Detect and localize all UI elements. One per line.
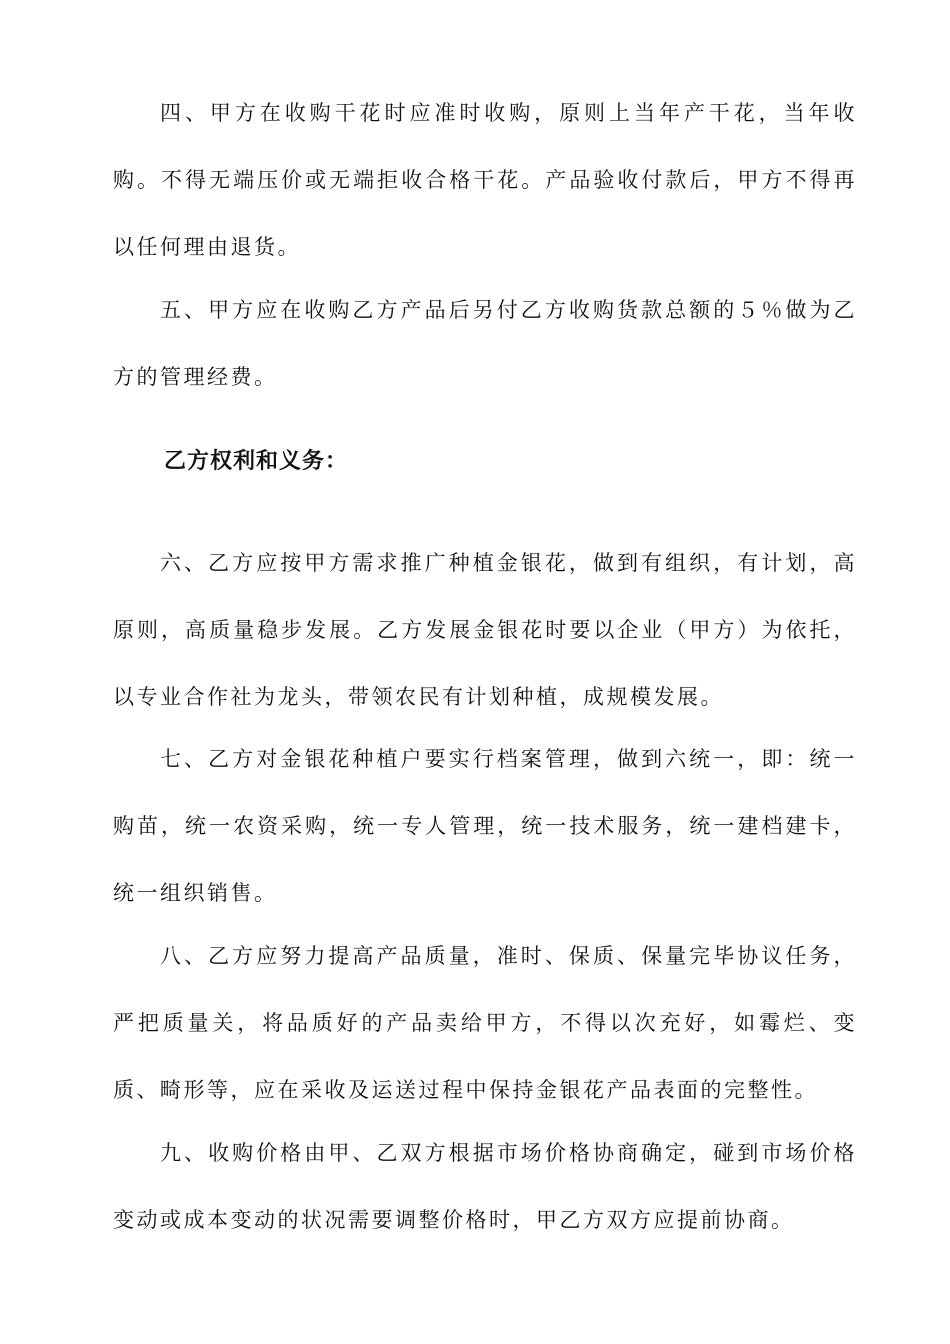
clause-9-paragraph: 九、收购价格由甲、乙双方根据市场价格协商确定，碰到市场价格变动或成本变动的状况需要调整价格时，甲乙方双方应提前协商。 [113,1141,857,1232]
clause-8-paragraph: 八、乙方应努力提高产品质量，准时、保质、保量完毕协议任务，严把质量关，将品质好的产品卖给甲方，不得以次充好，如霉烂、变质、畸形等，应在采收及运送过程中保持金银花产品表面的完整性。 [113,944,857,1102]
clause-5-paragraph: 五、甲方应在收购乙方产品后另付乙方收购货款总额的５％做为乙方的管理经费。 [113,298,857,389]
clause-6-paragraph: 六、乙方应按甲方需求推广种植金银花，做到有组织，有计划，高原则，高质量稳步发展。乙方发展金银花时要以企业（甲方）为依托，以专业合作社为龙头，带领农民有计划种植，成规模发展。 [113,551,857,709]
clause-7-paragraph: 七、乙方对金银花种植户要实行档案管理，做到六统一，即：统一购苗，统一农资采购，统一专人管理，统一技术服务，统一建档建卡，统一组织销售。 [113,747,857,905]
party-b-rights-heading: 乙方权利和义务： [164,449,349,474]
clause-4-paragraph: 四、甲方在收购干花时应准时收购，原则上当年产干花，当年收购。不得无端压价或无端拒收合格干花。产品验收付款后，甲方不得再以任何理由退货。 [113,101,857,259]
